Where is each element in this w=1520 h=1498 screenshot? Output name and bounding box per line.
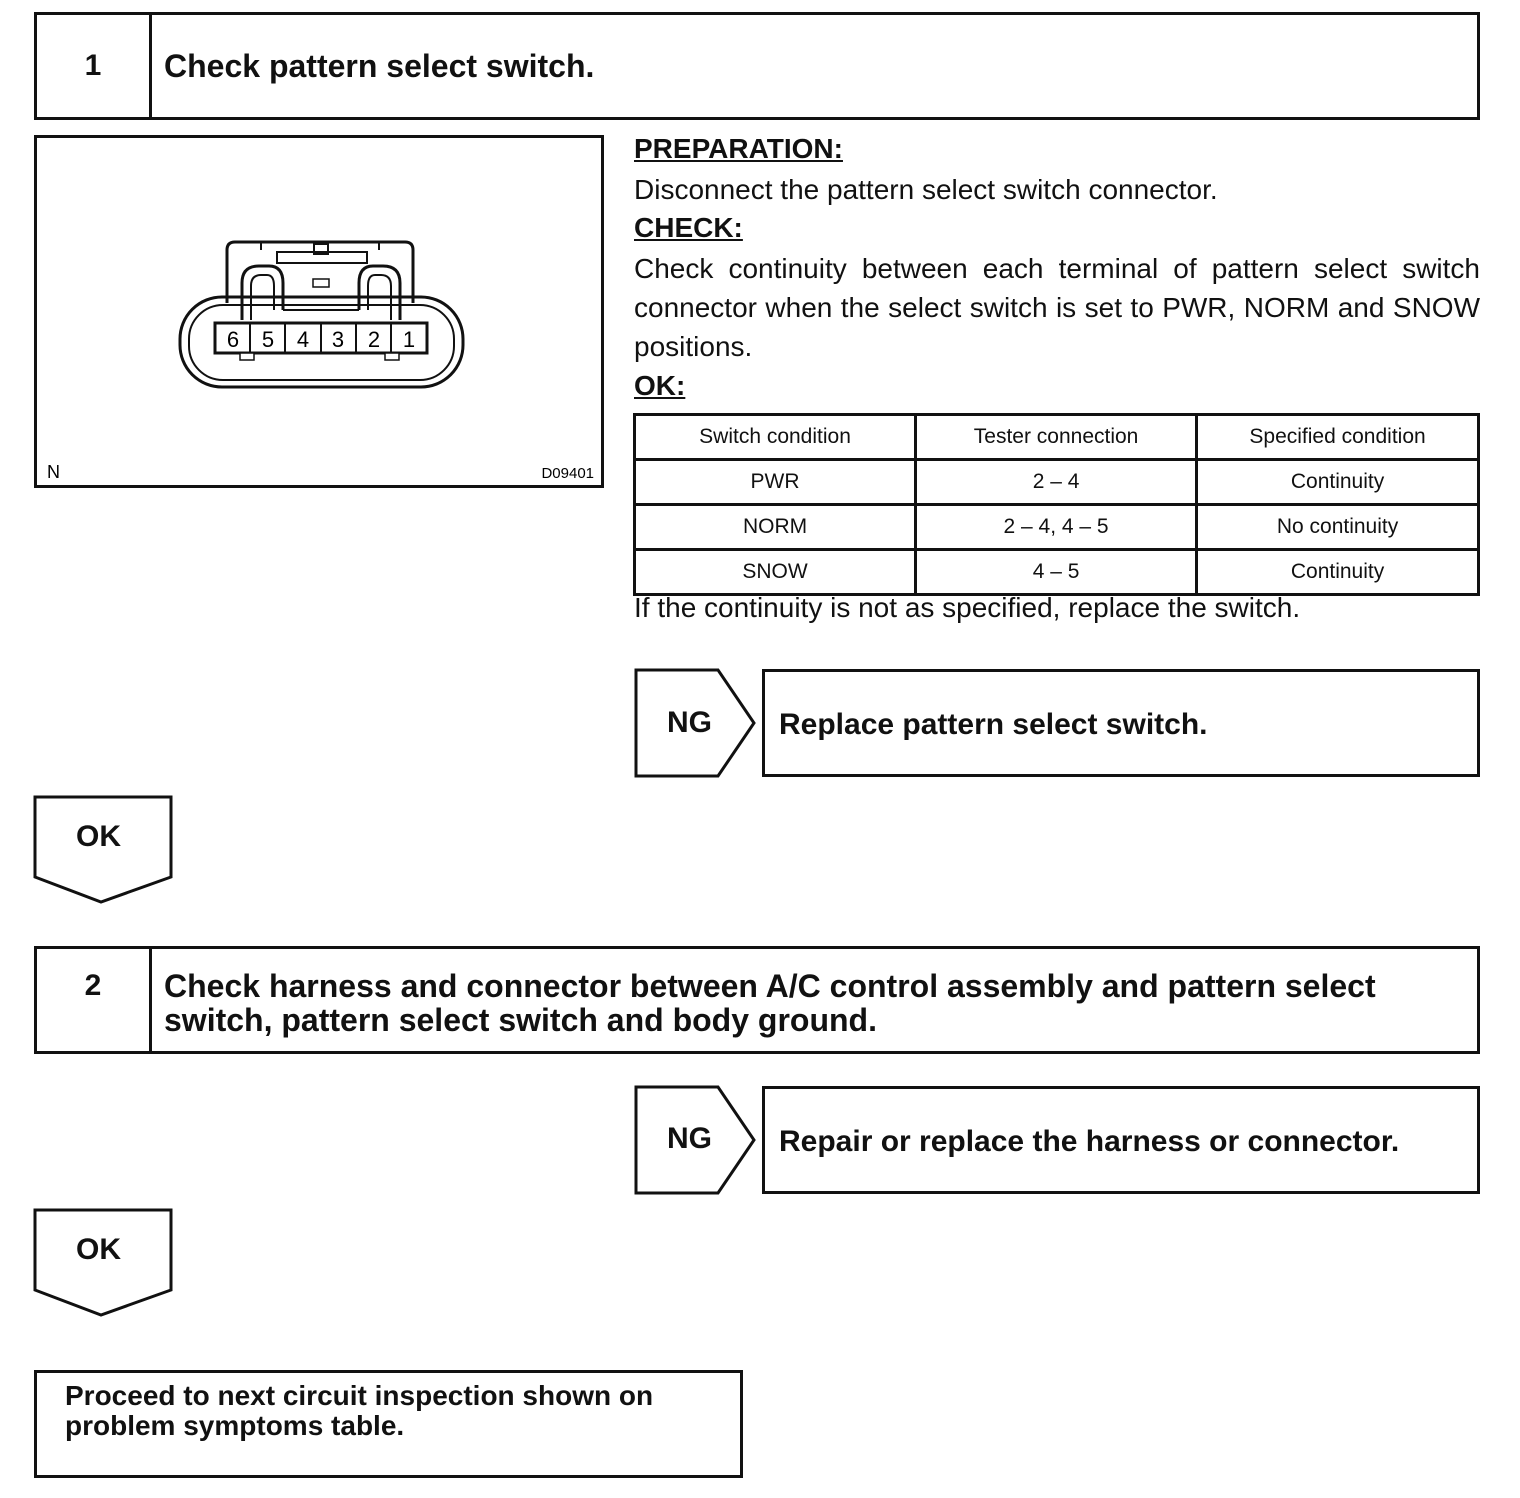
table-cell: NORM (635, 505, 916, 550)
diagram-corner-label: N (47, 462, 60, 482)
preparation-text: Disconnect the pattern select switch connector. (634, 174, 1218, 205)
table-row (635, 460, 1479, 505)
step-1-title: Check pattern select switch. (164, 48, 595, 84)
table-header-cell: Tester connection (916, 415, 1197, 460)
step-1-number: 1 (37, 15, 152, 117)
ng-label-2: NG (667, 1122, 712, 1155)
terminal-2: 2 (367, 327, 381, 352)
ng-action-1: Replace pattern select switch. (779, 708, 1208, 741)
table-header-row (635, 415, 1479, 460)
ng-action-2: Repair or replace the harness or connector. (779, 1125, 1400, 1158)
table-cell: No continuity (1197, 505, 1479, 550)
table-row (635, 505, 1479, 550)
step-2-number: 2 (37, 949, 152, 1051)
table-header-cell: Specified condition (1197, 415, 1479, 460)
ng-action-box-1 (762, 669, 1480, 777)
terminal-3: 3 (331, 327, 345, 352)
connector-diagram (34, 135, 604, 488)
final-instruction-box (34, 1370, 743, 1478)
step-2-box (34, 946, 1480, 1054)
table-header-cell: Switch condition (635, 415, 916, 460)
figure-code: D09401 (541, 465, 594, 482)
ng-label-1: NG (667, 706, 712, 739)
check-heading: CHECK: (634, 212, 743, 243)
terminal-4: 4 (296, 327, 310, 352)
connector-illustration (37, 138, 601, 485)
ok-spec-table (633, 413, 1480, 596)
terminal-6: 6 (226, 327, 240, 352)
terminal-5: 5 (261, 327, 275, 352)
final-instruction-text: Proceed to next circuit inspection shown on problem symptoms table. (65, 1380, 654, 1441)
table-cell: SNOW (635, 550, 916, 595)
after-table-text: If the continuity is not as specified, replace the switch. (634, 592, 1301, 623)
table-cell: Continuity (1197, 550, 1479, 595)
step-2-title: Check harness and connector between A/C control assembly and pattern select switch, pattern select switch and body ground. (164, 968, 1376, 1038)
step-1-box (34, 12, 1480, 120)
terminal-1: 1 (402, 327, 416, 352)
ok-heading: OK: (634, 370, 686, 401)
table-cell: 2 – 4 (916, 460, 1197, 505)
table-cell: PWR (635, 460, 916, 505)
check-text: Check continuity between each terminal of pattern select switch connector when the select switch is set to PWR, NORM and SNOW positions. (634, 253, 1480, 362)
ok-label-2: OK (76, 1233, 121, 1266)
table-cell: Continuity (1197, 460, 1479, 505)
table-cell: 2 – 4, 4 – 5 (916, 505, 1197, 550)
ng-action-box-2 (762, 1086, 1480, 1194)
preparation-heading: PREPARATION: (634, 133, 843, 164)
ok-label-1: OK (76, 820, 121, 853)
table-cell: 4 – 5 (916, 550, 1197, 595)
